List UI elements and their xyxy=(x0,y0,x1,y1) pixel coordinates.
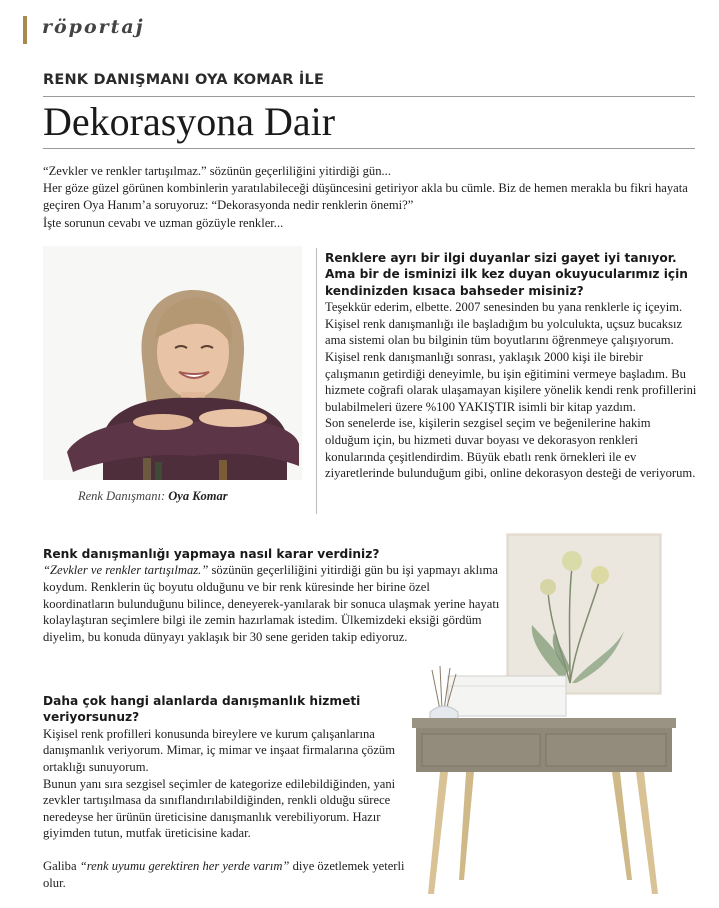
interview-kicker: RENK DANIŞMANI OYA KOMAR İLE xyxy=(43,72,325,88)
answer-2 xyxy=(43,562,501,645)
intro-paragraph-1: “Zevkler ve renkler tartışılmaz.” sözünün geçerliliğini yitirdiği gün... xyxy=(43,164,391,178)
photo-caption xyxy=(78,489,228,504)
answer-3-paragraph-2: Bunun yanı sıra sezgisel seçimler de kategorize edilebildiğinden, yani zevkler tartışılmasa da sınıflandırılabildiğinden, renkli olduğu sürece neredeyse her ürünün üreticisine danışmanlık verebiliyorum. Hazır giyimden tutun, mutfak üreticisine kadar. xyxy=(43,776,396,841)
answer-3-closing xyxy=(43,858,418,891)
answer-3-paragraph-1: Kişisel renk profilleri konusunda bireylere ve kurum çalışanlarına danışmanlık veriyorum. Mimar, iç mimar ve inşaat firmalarına çözüm ortaklığı sunuyorum. xyxy=(43,726,396,774)
caption-name: Oya Komar xyxy=(168,489,228,503)
qa-block-3 xyxy=(43,693,418,891)
column-divider xyxy=(316,248,317,514)
answer-1-paragraph-1: Teşekkür ederim, elbette. 2007 senesinden bu yana renklerle iç içeyim. Kişisel renk danışmanlığı ile başladığım bu yolculukta, uçsuz bucaksız ama sistemi olan bu bilginin tüm boyutlarını öğrenmeye çalışıyorum. xyxy=(325,300,683,348)
article-title: Dekorasyona Dair xyxy=(43,99,336,144)
intro-paragraph-2: Her göze güzel görünen kombinlerin yaratılabileceği düşüncesini getiriyor akla bu cümle. Biz de hemen merakla bu fikri hayata geçiren Oya Hanım’a soruyoruz: “Dekorasyonda nedir renklerin önemi?” xyxy=(43,181,688,213)
portrait-photo xyxy=(43,246,302,480)
closing-pre: Galiba xyxy=(43,858,80,873)
question-2: Renk danışmanlığı yapmaya nasıl karar verdiniz? xyxy=(43,547,380,561)
question-1: Renklere ayrı bir ilgi duyanlar sizi gayet iyi tanıyor. Ama bir de isminizi ilk kez duyan okuyucularımız için kendinizden kısaca bahseder misiniz? xyxy=(325,251,688,298)
section-accent-bar xyxy=(23,16,27,44)
closing-quote: “renk uyumu gerektiren her yerde varım” xyxy=(79,858,290,873)
title-rule xyxy=(43,148,695,149)
qa-block-2 xyxy=(43,546,501,645)
intro-text xyxy=(43,163,695,232)
section-label: röportaj xyxy=(42,16,145,38)
caption-role: Renk Danışmanı: xyxy=(78,489,166,503)
qa-block-1 xyxy=(325,250,697,482)
answer-1-paragraph-3: Son senelerde ise, kişilerin sezgisel seçim ve beğenilerine hakim olduğum için, bu hizmeti duvar boyası ve dekorasyon renkleri konularında çeşitlendirdim. Büyük ebatlı renk örnekleri ile ev ziyaretlerinde bulunduğum gibi, online dekorasyon desteği de veriyorum. xyxy=(325,416,696,481)
answer-1-paragraph-2: Kişisel renk danışmanlığı sonrası, yaklaşık 2000 kişi ile birebir çalışmanın getirdiği deneyimle, bu işin eğitimini vermeye başladım. Bu hizmete coğrafi olarak ulaşamayan kişilere yönelik kendi renk profillerini bulabilmeleri üzere %100 YAKIŞTIR isimli bir kitap yazdım. xyxy=(325,350,697,414)
intro-paragraph-3: İşte sorunun cevabı ve uzman gözüyle renkler... xyxy=(43,215,284,230)
top-rule xyxy=(43,96,695,97)
question-3: Daha çok hangi alanlarda danışmanlık hizmeti veriyorsunuz? xyxy=(43,694,361,725)
answer-2-quote: “Zevkler ve renkler tartışılmaz.” xyxy=(43,563,209,578)
console-table-photo xyxy=(404,660,684,900)
closing-post: diye özetlemek yeterli olur. xyxy=(43,858,405,890)
answer-2-text: sözünün geçerliliğini yitirdiği gün bu işi yapmayı aklıma koydum. Renklerin üç boyutu olduğunu ve bir renk küresinde her birine özel koordinatların bulunduğunu bilince, deneyerek-yanılarak bir sonuca ulaşmak yerine hayatı kolaylaştıran seçimlere bilgi ile zemin hazırlamak istedim. Ülkemizdeki eksiği gördüm diyelim, bu konuda dünyayı yaklaşık bir 30 sene geriden takip ediyoruz. xyxy=(43,563,500,644)
